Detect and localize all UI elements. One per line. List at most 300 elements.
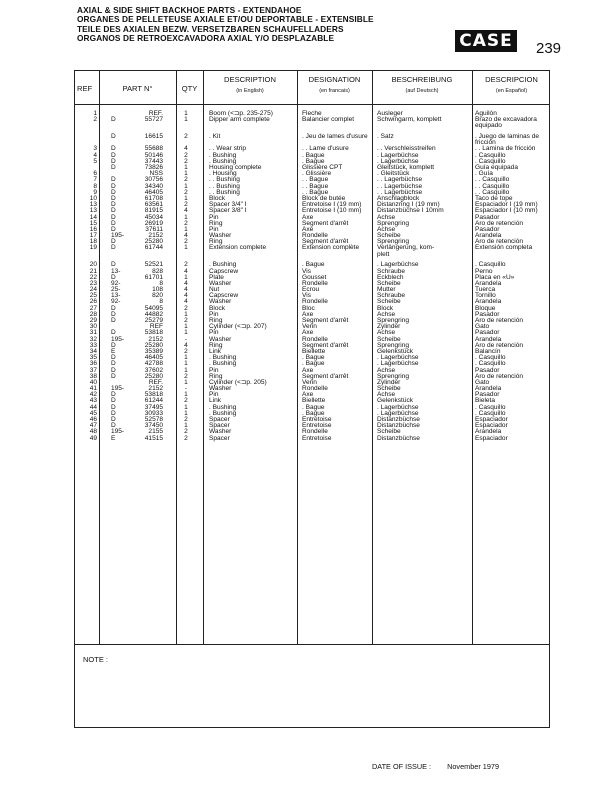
- designation-cell: Segment d'arrêt: [302, 317, 349, 324]
- beschreibung-cell: Ausleger: [377, 110, 403, 117]
- part-number-cell: 53818: [144, 391, 163, 399]
- part-prefix-cell: D: [111, 360, 116, 368]
- part-number-cell: 30933: [144, 409, 163, 417]
- designation-cell: . . Bague: [302, 188, 329, 196]
- description-cell: Washer: [209, 279, 232, 287]
- descripcion-cell: Bloque: [475, 304, 496, 312]
- descripcion-cell: Arandela: [475, 385, 502, 393]
- designation-cell: . . Lame d'usure: [302, 145, 349, 153]
- beschreibung-cell: Scheibe: [377, 298, 401, 306]
- beschreibung-cell: . . Lagerbüchse: [377, 176, 423, 184]
- qty-cell: 2: [184, 238, 188, 246]
- descripcion-cell: Brazo de excavadora: [475, 116, 537, 124]
- ref-cell: 43: [89, 397, 97, 405]
- part-number-cell: REF.: [148, 110, 163, 117]
- ref-cell: 24: [89, 286, 97, 294]
- part-number-cell: 25280: [144, 238, 163, 246]
- descripcion-cell: Arandela: [475, 335, 502, 343]
- part-number-cell: 45034: [144, 213, 163, 221]
- descripcion-cell: Guía equipada: [475, 164, 518, 171]
- description-cell: . Bushing: [209, 360, 237, 368]
- descripcion-cell: . Guía: [475, 170, 493, 178]
- qty-cell: 1: [184, 409, 188, 417]
- description-cell: Block: [209, 194, 226, 202]
- part-prefix-cell: 92-: [111, 279, 121, 287]
- part-number-cell: 37443: [144, 157, 163, 165]
- part-prefix-cell: D: [111, 391, 116, 399]
- ref-cell: 7: [93, 176, 97, 184]
- designation-cell: Vis: [302, 292, 311, 300]
- designation-cell: Rondelle: [302, 335, 328, 343]
- description-cell: . Bushing: [209, 403, 237, 411]
- description-cell: Pin: [209, 310, 219, 318]
- beschreibung-cell: Distanzbüchse: [377, 434, 420, 442]
- column-header-description: [203, 75, 297, 96]
- descripcion-cell: Tornillo: [475, 292, 496, 300]
- beschreibung-cell: Distanzring Ⅰ (19 mm): [377, 201, 440, 209]
- description-cell: Washer: [209, 335, 232, 343]
- descripcion-cell: equipado: [475, 122, 502, 130]
- part-number-cell: 50146: [144, 151, 163, 159]
- designation-subtitle: (en francais): [319, 88, 350, 94]
- date-of-issue: [372, 762, 499, 771]
- descripcion-cell: Taco de tope: [475, 194, 513, 202]
- part-prefix-cell: 25-: [111, 286, 121, 294]
- descripcion-cell: Arandela: [475, 428, 502, 436]
- part-prefix-cell: 13-: [111, 292, 121, 300]
- descripcion-cell: Pasador: [475, 391, 500, 399]
- description-cell: Cylinder (<⊐p. 207): [209, 323, 267, 331]
- beschreibung-cell: Distanzbüchse: [377, 422, 420, 430]
- designation-cell: Rondelle: [302, 298, 328, 306]
- description-cell: Washer: [209, 428, 232, 436]
- qty-cell: 1: [184, 110, 188, 117]
- qty-cell: 2: [184, 201, 188, 209]
- ref-cell: 18: [89, 238, 97, 246]
- table-body: [75, 111, 551, 442]
- qty-cell: 1: [184, 403, 188, 411]
- part-number-cell: 2155: [148, 428, 163, 436]
- beschreibung-cell: . . Verschleisstreifen: [377, 145, 436, 153]
- ref-cell: 15: [89, 219, 97, 227]
- description-cell: . Housing: [209, 170, 237, 178]
- qty-cell: -: [184, 385, 188, 393]
- part-number-cell: 63561: [144, 201, 163, 209]
- header-line-es: ORGANOS DE RETROEXCAVADORA AXIAL Y/O DESPLAZABLE: [77, 32, 335, 43]
- part-prefix-cell: D: [111, 341, 116, 349]
- part-number-cell: 52521: [144, 261, 163, 269]
- designation-cell: Segment d'arrêt: [302, 238, 349, 246]
- part-prefix-cell: D: [111, 416, 116, 423]
- beschreibung-subtitle: (auf Deutsch): [405, 88, 439, 94]
- qty-cell: 4: [184, 279, 188, 287]
- column-header-ref: REF: [77, 84, 93, 93]
- descripcion-cell: Extensión completa: [475, 244, 533, 252]
- description-subtitle: (in English): [236, 88, 264, 94]
- table-row: [75, 252, 551, 258]
- designation-cell: Entretoise: [302, 422, 332, 430]
- ref-cell: 33: [89, 341, 97, 349]
- description-cell: Dipper arm complete: [209, 116, 270, 124]
- descripcion-cell: . . Casquillo: [475, 188, 510, 196]
- ref-cell: 8: [93, 182, 97, 190]
- beschreibung-cell: Sprengring: [377, 372, 410, 380]
- part-number-cell: 37611: [145, 225, 163, 233]
- beschreibung-cell: Distanzbüchse: [377, 416, 420, 423]
- case-logo: CASE: [455, 30, 517, 52]
- beschreibung-cell: Distanzbüchse Ⅰ 10mm: [377, 207, 444, 215]
- description-cell: Spacer 3/8" Ⅰ: [209, 207, 247, 215]
- part-prefix-cell: D: [111, 397, 116, 405]
- qty-cell: 1: [184, 225, 188, 233]
- qty-cell: 2: [184, 188, 188, 196]
- beschreibung-cell: Achse: [377, 391, 396, 399]
- designation-cell: Rondelle: [302, 385, 328, 393]
- beschreibung-cell: Sprengring: [377, 238, 410, 246]
- qty-cell: 1: [184, 273, 188, 281]
- description-cell: Washer: [209, 385, 232, 393]
- description-cell: . Bushing: [209, 261, 237, 269]
- beschreibung-cell: Achse: [377, 213, 396, 221]
- ref-cell: 16: [89, 225, 97, 233]
- part-number-cell: 53818: [144, 329, 163, 337]
- designation-cell: Bloc: [302, 304, 315, 312]
- ref-cell: 35: [89, 354, 97, 362]
- description-cell: Plate: [209, 273, 224, 281]
- qty-cell: 1: [184, 323, 188, 331]
- description-cell: Ring: [209, 341, 223, 349]
- descripcion-cell: Balancín: [475, 347, 501, 355]
- beschreibung-cell: Gelenkstück: [377, 397, 414, 405]
- part-prefix-cell: D: [111, 201, 116, 209]
- part-number-cell: 55688: [144, 145, 163, 153]
- part-number-cell: 26919: [144, 219, 163, 227]
- qty-cell: 2: [184, 317, 188, 324]
- part-number-cell: 108: [152, 286, 163, 294]
- part-number-cell: 8: [159, 298, 163, 306]
- descripcion-cell: Pasador: [475, 213, 500, 221]
- part-number-cell: 34340: [144, 182, 163, 190]
- note-label: NOTE :: [83, 655, 109, 664]
- qty-cell: 1: [184, 170, 188, 178]
- description-cell: Extension complete: [209, 244, 267, 252]
- description-cell: Link: [209, 347, 222, 355]
- header-line-de: TEILE DES AXIALEN BEZW. VERSETZBAREN SCHAUFELLADERS: [77, 23, 344, 34]
- descripcion-cell: . Casquillo: [475, 354, 506, 362]
- designation-cell: . . Bague: [302, 182, 329, 190]
- description-cell: Washer: [209, 298, 232, 306]
- part-prefix-cell: 195-: [111, 232, 125, 240]
- qty-cell: 1: [184, 213, 188, 221]
- qty-cell: 4: [184, 232, 188, 240]
- ref-cell: 32: [89, 335, 97, 343]
- part-number-cell: 61244: [144, 397, 163, 405]
- beschreibung-cell: Schwingarm, komplett: [377, 116, 442, 124]
- part-prefix-cell: D: [111, 157, 116, 165]
- description-cell: . Bushing: [209, 157, 237, 165]
- beschreibung-cell: . Gleitstück: [377, 170, 410, 178]
- description-cell: Housing complete: [209, 164, 262, 171]
- descripcion-cell: Arandela: [475, 298, 502, 306]
- designation-cell: Verin: [302, 323, 317, 331]
- page-header: [77, 6, 437, 43]
- ref-cell: 42: [89, 391, 97, 399]
- beschreibung-cell: Verlängerung, kom-: [377, 244, 435, 252]
- designation-cell: Block de butée: [302, 194, 346, 202]
- beschreibung-cell: . Lagerbüchse: [377, 157, 419, 165]
- designation-cell: Axe: [302, 391, 314, 399]
- description-cell: Spacer: [209, 416, 230, 423]
- designation-cell: . Bague: [302, 151, 325, 159]
- description-cell: Ring: [209, 372, 223, 380]
- description-cell: . Bushing: [209, 151, 237, 159]
- ref-cell: 5: [93, 157, 97, 165]
- designation-cell: Rondelle: [302, 232, 328, 240]
- part-number-cell: 61708: [144, 194, 163, 202]
- description-cell: Link: [209, 397, 222, 405]
- part-prefix-cell: D: [111, 244, 116, 252]
- designation-cell: Axe: [302, 310, 314, 318]
- designation-cell: Axe: [302, 225, 314, 233]
- part-prefix-cell: D: [111, 116, 116, 124]
- part-prefix-cell: E: [111, 434, 116, 442]
- designation-cell: Entretoise: [302, 416, 332, 423]
- part-number-cell: 37495: [144, 403, 163, 411]
- designation-cell: Extension complète: [302, 244, 360, 252]
- ref-cell: 45: [89, 409, 97, 417]
- part-number-cell: 828: [152, 267, 163, 275]
- part-number-cell: 52578: [144, 416, 163, 423]
- descripcion-cell: . . Casquillo: [475, 182, 510, 190]
- note-divider: [75, 644, 549, 645]
- designation-cell: Ecrou: [302, 286, 320, 294]
- beschreibung-cell: . Lagerbüchse: [377, 403, 419, 411]
- beschreibung-cell: Achse: [377, 329, 396, 337]
- part-prefix-cell: D: [111, 133, 116, 141]
- part-number-cell: 2152: [148, 385, 163, 393]
- designation-cell: Entretoise: [302, 434, 332, 442]
- description-cell: Ring: [209, 219, 223, 227]
- descripcion-cell: . Casquillo: [475, 360, 506, 368]
- ref-cell: 22: [89, 273, 97, 281]
- qty-cell: 2: [184, 261, 188, 269]
- ref-cell: 21: [89, 267, 97, 275]
- date-value: November 1979: [447, 762, 500, 771]
- ref-cell: 10: [89, 194, 97, 202]
- designation-cell: Segment d'arrêt: [302, 341, 349, 349]
- descripcion-cell: Pasador: [475, 225, 500, 233]
- part-number-cell: 55727: [144, 116, 163, 124]
- part-number-cell: NSS: [149, 170, 163, 178]
- part-number-cell: 8: [159, 279, 163, 287]
- part-number-cell: 42788: [144, 360, 163, 368]
- qty-cell: 1: [184, 194, 188, 202]
- beschreibung-cell: Schraube: [377, 292, 406, 300]
- designation-cell: Glissière CPT: [302, 164, 343, 171]
- ref-cell: 13: [89, 207, 97, 215]
- beschreibung-cell: Gleitstück, komplett: [377, 164, 435, 171]
- part-number-cell: 35389: [144, 347, 163, 355]
- descripcion-cell: Aro de retención: [475, 372, 524, 380]
- qty-cell: 4: [184, 298, 188, 306]
- part-number-cell: 46405: [144, 188, 163, 196]
- page-number: 239: [536, 40, 562, 57]
- part-prefix-cell: D: [111, 261, 116, 269]
- qty-cell: 2: [184, 151, 188, 159]
- description-cell: Spacer: [209, 422, 230, 430]
- description-cell: Spacer 3/4" Ⅰ: [209, 201, 247, 209]
- beschreibung-cell: Achse: [377, 366, 396, 374]
- description-cell: Cylinder (<⊐p. 205): [209, 378, 267, 386]
- date-label: DATE OF ISSUE :: [372, 762, 432, 771]
- qty-cell: 1: [184, 116, 188, 124]
- ref-cell: 28: [89, 310, 97, 318]
- part-number-cell: 25279: [144, 317, 163, 324]
- part-number-cell: 820: [152, 292, 163, 300]
- qty-cell: 1: [184, 164, 188, 171]
- descripcion-cell: Pasador: [475, 366, 500, 374]
- part-number-cell: 73826: [144, 164, 163, 171]
- beschreibung-cell: Achse: [377, 225, 396, 233]
- part-number-cell: 54095: [144, 304, 163, 312]
- part-number-cell: 25280: [144, 341, 163, 349]
- part-number-cell: REF.: [148, 378, 163, 386]
- designation-cell: . Bague: [302, 403, 325, 411]
- designation-cell: . Bague: [302, 261, 325, 269]
- column-header-designation: [297, 75, 372, 96]
- part-prefix-cell: D: [111, 310, 116, 318]
- column-header-part-no: PART N°: [122, 84, 153, 93]
- qty-cell: 2: [184, 176, 188, 184]
- beschreibung-cell: Mutter: [377, 286, 396, 294]
- qty-cell: 4: [184, 145, 188, 153]
- descripcion-cell: Espaciador Ⅰ (19 mm): [475, 201, 538, 209]
- header-rule: [75, 104, 549, 105]
- designation-cell: Verin: [302, 378, 317, 386]
- part-number-cell: 37450: [144, 422, 163, 430]
- part-number-cell: 61744: [144, 244, 163, 252]
- designation-cell: Axe: [302, 329, 314, 337]
- beschreibung-cell: Scheibe: [377, 279, 401, 287]
- beschreibung-title: BESCHREIBUNG: [391, 75, 453, 84]
- ref-cell: 4: [93, 151, 97, 159]
- designation-cell: Segment d'arrêt: [302, 372, 349, 380]
- qty-cell: 2: [184, 219, 188, 227]
- description-cell: Nut: [209, 286, 220, 294]
- designation-cell: Segment d'arrêt: [302, 219, 349, 227]
- part-prefix-cell: D: [111, 409, 116, 417]
- descripcion-cell: Pasador: [475, 329, 500, 337]
- part-prefix-cell: D: [111, 403, 116, 411]
- description-cell: . Kit: [209, 133, 221, 141]
- designation-title: DESIGNATION: [308, 75, 361, 84]
- description-cell: Spacer: [209, 434, 230, 442]
- ref-cell: 44: [89, 403, 97, 411]
- part-prefix-cell: D: [111, 317, 116, 324]
- part-number-cell: 30756: [144, 176, 163, 184]
- designation-cell: . . Bague: [302, 176, 329, 184]
- descripcion-cell: Arandela: [475, 279, 502, 287]
- ref-cell: 1: [93, 110, 97, 117]
- part-prefix-cell: D: [111, 182, 116, 190]
- ref-cell: 34: [89, 347, 97, 355]
- descripcion-cell: Tuerca: [475, 286, 496, 294]
- beschreibung-cell: . . Lagerbüchse: [377, 182, 423, 190]
- ref-cell: 19: [89, 244, 97, 252]
- descripcion-cell: . Casquillo: [475, 403, 506, 411]
- part-prefix-cell: D: [111, 354, 116, 362]
- descripcion-cell: . Casquillo: [475, 409, 506, 417]
- beschreibung-cell: . Lagerbüchse: [377, 151, 419, 159]
- descripcion-cell: Gato: [475, 323, 490, 331]
- descripcion-subtitle: (en Español): [495, 88, 528, 94]
- description-cell: Pin: [209, 329, 219, 337]
- descripcion-cell: Perno: [475, 267, 493, 275]
- designation-cell: . Bague: [302, 409, 325, 417]
- ref-cell: 46: [89, 416, 97, 423]
- descripcion-cell: Arandela: [475, 232, 502, 240]
- part-prefix-cell: D: [111, 188, 116, 196]
- beschreibung-cell: . Satz: [377, 133, 394, 141]
- beschreibung-cell: Achse: [377, 310, 396, 318]
- descripcion-cell: . . Lamina de fricción: [475, 145, 536, 153]
- ref-cell: 41: [89, 385, 97, 393]
- description-cell: . . Bushing: [209, 188, 240, 196]
- designation-cell: Rondelle: [302, 428, 328, 436]
- beschreibung-cell: Sprengring: [377, 219, 410, 227]
- part-prefix-cell: D: [111, 164, 116, 171]
- part-prefix-cell: D: [111, 194, 116, 202]
- qty-cell: 2: [184, 397, 188, 405]
- descripcion-cell: Pasador: [475, 310, 500, 318]
- qty-cell: 2: [184, 347, 188, 355]
- qty-cell: 2: [184, 372, 188, 380]
- descripcion-cell: . . Casquillo: [475, 176, 510, 184]
- beschreibung-cell: . Lagerbüchse: [377, 261, 419, 269]
- beschreibung-cell: . . Lagerbüchse: [377, 188, 423, 196]
- description-cell: . . Bushing: [209, 176, 240, 184]
- part-prefix-cell: D: [111, 176, 116, 184]
- column-header-qty: QTY: [181, 84, 198, 93]
- column-header-descripcion: [472, 75, 551, 96]
- header-line-fr: ORGANES DE PELLETEUSE AXIALE ET/OU DEPORTABLE - EXTENSIBLE: [77, 14, 374, 25]
- beschreibung-cell: Scheibe: [377, 428, 401, 436]
- ref-cell: 49: [89, 434, 97, 442]
- qty-cell: 1: [184, 310, 188, 318]
- beschreibung-cell: Schraube: [377, 267, 406, 275]
- part-prefix-cell: 92-: [111, 298, 121, 306]
- beschreibung-cell: Block: [377, 304, 394, 312]
- ref-cell: 3: [93, 145, 97, 153]
- descripcion-cell: Espaciador: [475, 422, 508, 430]
- designation-cell: Entretoise Ⅰ (10 mm): [302, 207, 362, 215]
- descripcion-cell: Aro de retención: [475, 238, 524, 246]
- part-number-cell: 37602: [144, 366, 163, 374]
- beschreibung-cell: Zylinder: [377, 323, 401, 331]
- description-cell: Ring: [209, 238, 223, 246]
- qty-cell: 1: [184, 366, 188, 374]
- part-prefix-cell: D: [111, 238, 116, 246]
- description-cell: Pin: [209, 225, 219, 233]
- part-prefix-cell: D: [111, 219, 116, 227]
- descripcion-cell: Aro de retención: [475, 341, 524, 349]
- qty-cell: 2: [184, 133, 188, 141]
- designation-cell: . Jeu de lames d'usure: [302, 133, 368, 141]
- descripcion-cell: Bieleta: [475, 397, 496, 405]
- qty-cell: 1: [184, 360, 188, 368]
- qty-cell: 1: [184, 182, 188, 190]
- ref-cell: 13: [89, 201, 97, 209]
